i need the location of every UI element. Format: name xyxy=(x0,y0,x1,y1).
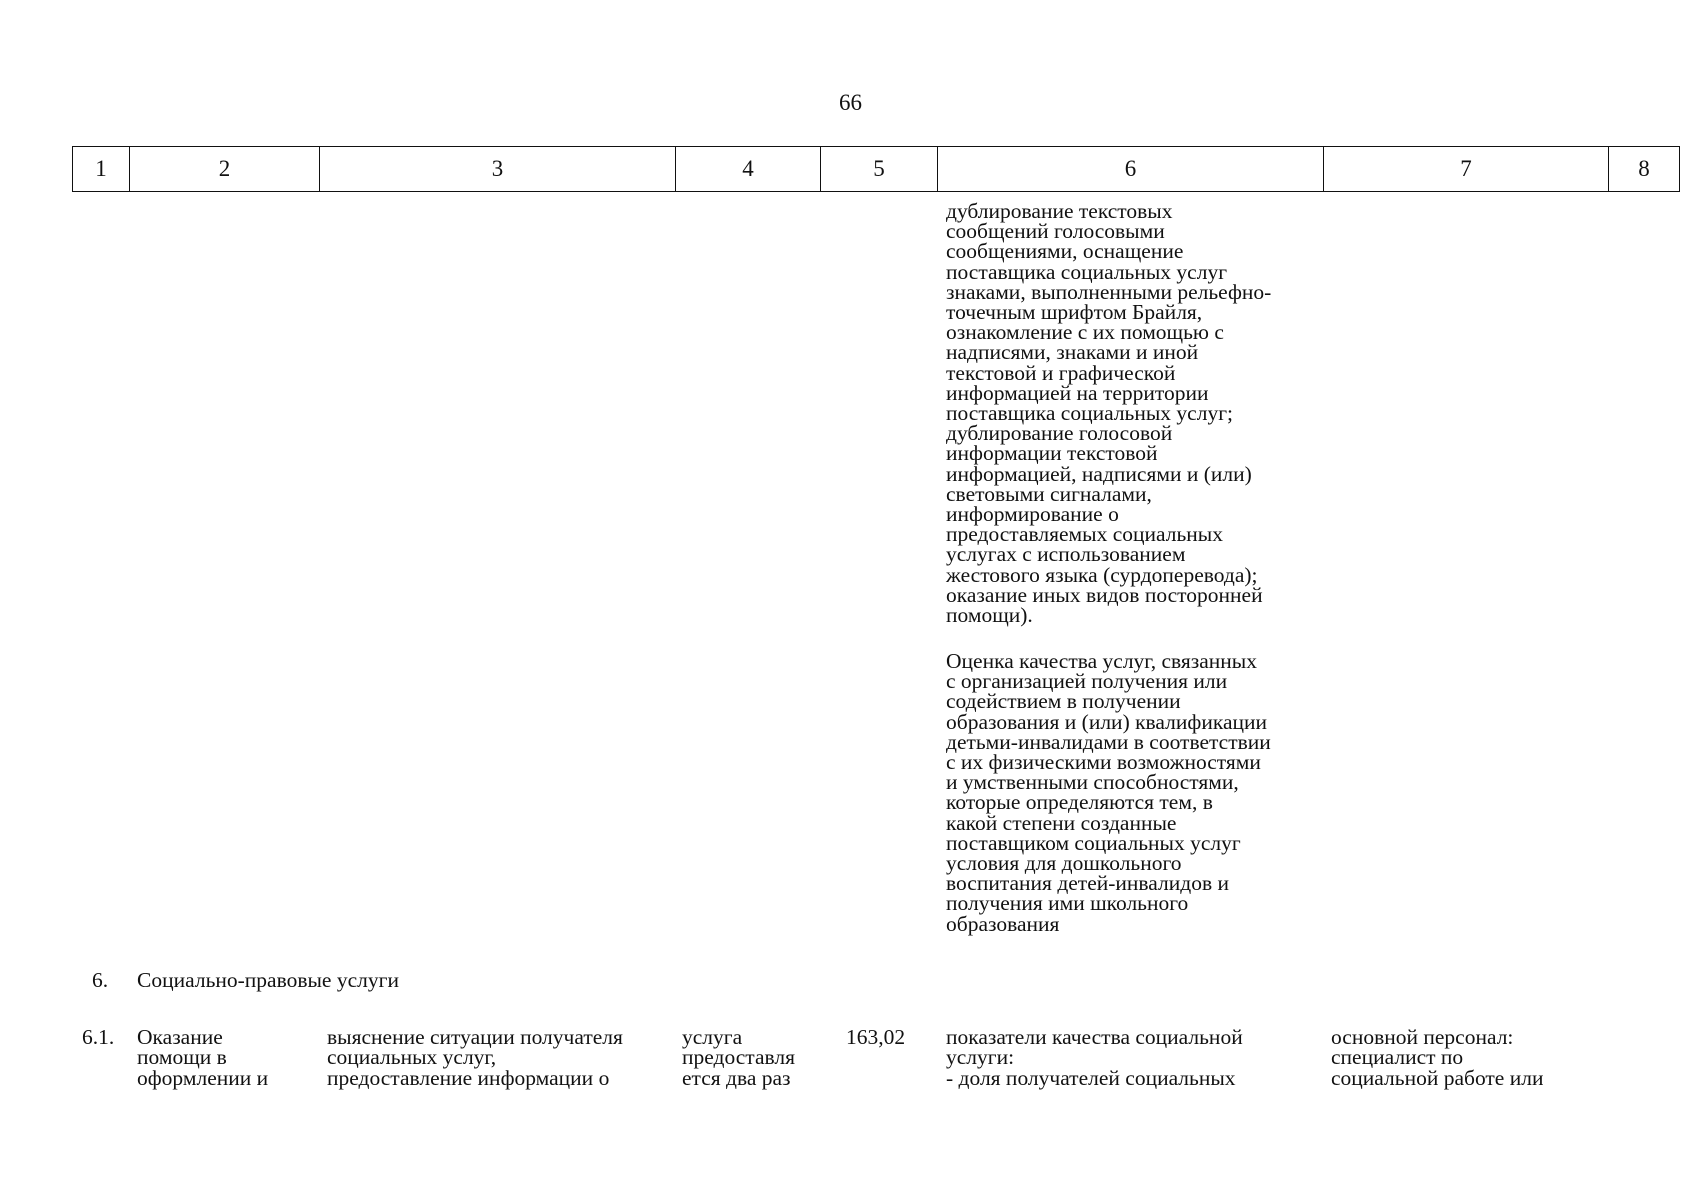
section-number: 6. xyxy=(92,968,109,992)
service-description: выяснение ситуации получателя социальных услуг, предоставление информации о xyxy=(327,1025,623,1090)
column-number-6: 6 xyxy=(938,147,1324,192)
quality-criteria-continuation: дублирование текстовых сообщений голосовыми сообщениями, оснащение поставщика социальных услуг знаками, выполненными рельефно- точечным шрифтом Брайля, ознакомление с их помощью с надписями, знаками и иной текстовой и графической информацией на территории поставщика социальных услуг; дублирование голосовой информации текстовой информацией, надписями и (или) световыми сигналами, информирование о предоставляемых социальных услугах с использованием жестового языка (сурдоперевода); оказание иных видов посторонней помощи). xyxy=(946,199,1272,628)
column-number-7: 7 xyxy=(1324,147,1609,192)
service-name: Оказание помощи в оформлении и xyxy=(137,1025,269,1090)
column-number-5: 5 xyxy=(821,147,938,192)
row-number: 6.1. xyxy=(82,1025,115,1049)
column-number-1: 1 xyxy=(73,147,130,192)
service-price: 163,02 xyxy=(846,1025,906,1049)
service-frequency: услуга предоставля ется два раз xyxy=(682,1025,795,1090)
staff-requirements: основной персонал: специалист по социальной работе или xyxy=(1331,1025,1544,1090)
column-number-header xyxy=(72,146,1680,192)
quality-indicators: показатели качества социальной услуги: - доля получателей социальных xyxy=(946,1025,1243,1090)
page-number: 66 xyxy=(839,90,862,115)
column-number-4: 4 xyxy=(676,147,821,192)
column-number-2: 2 xyxy=(130,147,320,192)
column-number-3: 3 xyxy=(320,147,676,192)
column-number-8: 8 xyxy=(1609,147,1680,192)
quality-assessment-paragraph: Оценка качества услуг, связанных с организацией получения или содействием в получении образования и (или) квалификации детьми-инвалидами в соответствии с их физическими возможностями и умственными способностями, которые определяются тем, в какой степени созданные поставщиком социальных услуг условия для дошкольного воспитания детей-инвалидов и получения ими школьного образования xyxy=(946,649,1271,936)
section-title: Социально-правовые услуги xyxy=(137,968,399,992)
